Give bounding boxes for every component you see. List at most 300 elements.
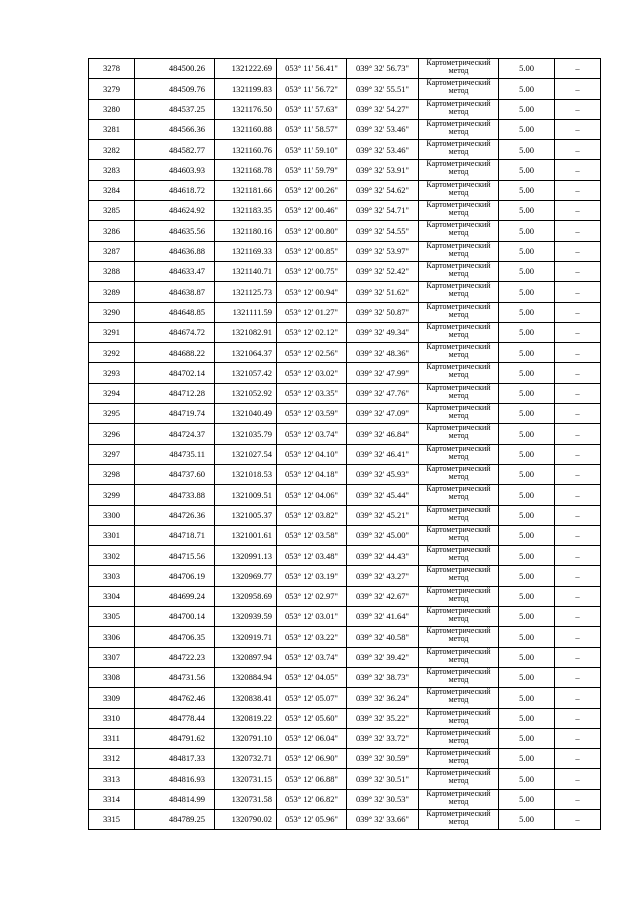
accuracy-cell: 5.00	[499, 140, 555, 160]
method-label-line1: Картометрический	[426, 180, 491, 189]
method-label-line2: метод	[448, 593, 469, 603]
table-row	[89, 79, 601, 99]
y-coordinate-cell: 1320731.58	[215, 789, 277, 809]
note-cell: –	[555, 627, 601, 647]
y-coordinate-cell: 1321199.83	[215, 79, 277, 99]
method-label-line2: метод	[448, 776, 469, 786]
y-coordinate-cell: 1321035.79	[215, 424, 277, 444]
accuracy-cell: 5.00	[499, 749, 555, 769]
method-label-line1: Картометрический	[426, 687, 491, 697]
latitude-cell: 053° 12' 05.07"	[277, 688, 347, 708]
table-row	[89, 221, 601, 241]
table-row	[89, 505, 601, 525]
longitude-cell: 039° 32' 35.22"	[347, 708, 419, 728]
accuracy-cell: 5.00	[499, 688, 555, 708]
x-coordinate-cell: 484712.28	[135, 383, 215, 403]
x-coordinate-cell: 484814.99	[135, 789, 215, 809]
x-coordinate-cell: 484731.56	[135, 667, 215, 687]
x-coordinate-cell: 484706.35	[135, 627, 215, 647]
x-coordinate-cell: 484735.11	[135, 444, 215, 464]
method-cell	[419, 343, 499, 363]
note-cell: –	[555, 647, 601, 667]
point-number-cell: 3294	[89, 383, 135, 403]
y-coordinate-cell: 1320939.59	[215, 607, 277, 627]
longitude-cell: 039° 32' 47.76"	[347, 383, 419, 403]
latitude-cell: 053° 12' 04.06"	[277, 485, 347, 505]
table-row	[89, 688, 601, 708]
y-coordinate-cell: 1321168.78	[215, 160, 277, 180]
note-cell: –	[555, 546, 601, 566]
method-label-line2: метод	[448, 573, 469, 583]
method-label-line1: Картометрический	[426, 58, 491, 67]
table-row	[89, 708, 601, 728]
latitude-cell: 053° 12' 03.01"	[277, 607, 347, 627]
latitude-cell: 053° 12' 02.97"	[277, 586, 347, 606]
longitude-cell: 039° 32' 48.36"	[347, 343, 419, 363]
x-coordinate-cell: 484603.93	[135, 160, 215, 180]
method-label-line1: Картометрический	[426, 789, 491, 798]
method-label-line2: метод	[448, 167, 469, 177]
longitude-cell: 039° 32' 55.51"	[347, 79, 419, 99]
note-cell: –	[555, 789, 601, 809]
method-label-line1: Картометрический	[426, 322, 491, 331]
point-number-cell: 3314	[89, 789, 135, 809]
point-number-cell: 3315	[89, 809, 135, 829]
method-cell	[419, 566, 499, 586]
note-cell: –	[555, 221, 601, 241]
method-cell	[419, 667, 499, 687]
method-cell	[419, 241, 499, 261]
note-cell: –	[555, 343, 601, 363]
method-label-line2: метод	[448, 451, 469, 461]
accuracy-cell: 5.00	[499, 99, 555, 119]
method-label-line2: метод	[448, 126, 469, 136]
note-cell: –	[555, 485, 601, 505]
point-number-cell: 3301	[89, 525, 135, 545]
method-label-line2: метод	[448, 614, 469, 624]
table-row	[89, 667, 601, 687]
note-cell: –	[555, 464, 601, 484]
method-label-line1: Картометрический	[426, 444, 491, 453]
table-row	[89, 769, 601, 789]
accuracy-cell: 5.00	[499, 343, 555, 363]
table-row	[89, 586, 601, 606]
longitude-cell: 039° 32' 30.51"	[347, 769, 419, 789]
latitude-cell: 053° 12' 00.94"	[277, 282, 347, 302]
note-cell: –	[555, 363, 601, 383]
method-cell	[419, 302, 499, 322]
method-label-line2: метод	[448, 106, 469, 116]
method-label-line1: Картометрический	[426, 525, 491, 534]
method-cell	[419, 627, 499, 647]
point-number-cell: 3313	[89, 769, 135, 789]
method-label-line1: Картометрический	[426, 423, 491, 433]
table-row	[89, 647, 601, 667]
longitude-cell: 039° 32' 54.55"	[347, 221, 419, 241]
accuracy-cell: 5.00	[499, 769, 555, 789]
method-label-line2: метод	[448, 187, 469, 197]
latitude-cell: 053° 12' 00.80"	[277, 221, 347, 241]
method-label-line1: Картометрический	[426, 383, 491, 392]
latitude-cell: 053° 12' 03.74"	[277, 647, 347, 667]
point-number-cell: 3310	[89, 708, 135, 728]
method-label-line2: метод	[448, 329, 469, 339]
latitude-cell: 053° 12' 03.58"	[277, 525, 347, 545]
longitude-cell: 039° 32' 50.87"	[347, 302, 419, 322]
y-coordinate-cell: 1320732.71	[215, 749, 277, 769]
table-row	[89, 119, 601, 139]
x-coordinate-cell: 484816.93	[135, 769, 215, 789]
latitude-cell: 053° 12' 04.05"	[277, 667, 347, 687]
point-number-cell: 3296	[89, 424, 135, 444]
x-coordinate-cell: 484636.88	[135, 241, 215, 261]
note-cell: –	[555, 708, 601, 728]
longitude-cell: 039° 32' 47.99"	[347, 363, 419, 383]
note-cell: –	[555, 99, 601, 119]
method-label-line2: метод	[448, 248, 469, 258]
method-cell	[419, 282, 499, 302]
y-coordinate-cell: 1320897.94	[215, 647, 277, 667]
note-cell: –	[555, 607, 601, 627]
accuracy-cell: 5.00	[499, 221, 555, 241]
x-coordinate-cell: 484509.76	[135, 79, 215, 99]
y-coordinate-cell: 1320958.69	[215, 586, 277, 606]
x-coordinate-cell: 484618.72	[135, 180, 215, 200]
x-coordinate-cell: 484500.26	[135, 59, 215, 79]
point-number-cell: 3302	[89, 546, 135, 566]
latitude-cell: 053° 12' 05.96"	[277, 809, 347, 829]
point-number-cell: 3287	[89, 241, 135, 261]
table-row	[89, 343, 601, 363]
table-row	[89, 322, 601, 342]
y-coordinate-cell: 1321005.37	[215, 505, 277, 525]
table-row	[89, 424, 601, 444]
longitude-cell: 039° 32' 54.71"	[347, 201, 419, 221]
y-coordinate-cell: 1321040.49	[215, 404, 277, 424]
method-label-line1: Картометрический	[426, 119, 491, 128]
accuracy-cell: 5.00	[499, 789, 555, 809]
point-number-cell: 3309	[89, 688, 135, 708]
latitude-cell: 053° 11' 57.63"	[277, 99, 347, 119]
method-label-line1: Картометрический	[426, 565, 491, 575]
accuracy-cell: 5.00	[499, 383, 555, 403]
method-cell	[419, 79, 499, 99]
accuracy-cell: 5.00	[499, 201, 555, 221]
latitude-cell: 053° 11' 59.79"	[277, 160, 347, 180]
y-coordinate-cell: 1320969.77	[215, 566, 277, 586]
table-row	[89, 789, 601, 809]
y-coordinate-cell: 1321160.76	[215, 140, 277, 160]
point-number-cell: 3304	[89, 586, 135, 606]
longitude-cell: 039° 32' 45.93"	[347, 464, 419, 484]
method-label-line2: метод	[448, 796, 469, 806]
method-cell	[419, 586, 499, 606]
accuracy-cell: 5.00	[499, 302, 555, 322]
x-coordinate-cell: 484778.44	[135, 708, 215, 728]
method-label-line2: метод	[448, 553, 469, 563]
x-coordinate-cell: 484706.19	[135, 566, 215, 586]
method-label-line2: метод	[448, 66, 469, 75]
longitude-cell: 039° 32' 30.59"	[347, 749, 419, 769]
method-label-line2: метод	[448, 208, 469, 218]
table-row	[89, 809, 601, 829]
x-coordinate-cell: 484715.56	[135, 546, 215, 566]
method-label-line1: Картометрический	[426, 728, 491, 737]
method-label-line1: Картометрический	[426, 99, 491, 108]
y-coordinate-cell: 1320991.13	[215, 546, 277, 566]
method-label-line1: Картометрический	[426, 484, 491, 494]
x-coordinate-cell: 484648.85	[135, 302, 215, 322]
latitude-cell: 053° 11' 59.10"	[277, 140, 347, 160]
accuracy-cell: 5.00	[499, 627, 555, 647]
accuracy-cell: 5.00	[499, 525, 555, 545]
note-cell: –	[555, 769, 601, 789]
table-row	[89, 404, 601, 424]
longitude-cell: 039° 32' 40.58"	[347, 627, 419, 647]
latitude-cell: 053° 11' 56.41"	[277, 59, 347, 79]
x-coordinate-cell: 484719.74	[135, 404, 215, 424]
note-cell: –	[555, 140, 601, 160]
x-coordinate-cell: 484699.24	[135, 586, 215, 606]
longitude-cell: 039° 32' 53.46"	[347, 140, 419, 160]
note-cell: –	[555, 566, 601, 586]
method-cell	[419, 708, 499, 728]
y-coordinate-cell: 1321183.35	[215, 201, 277, 221]
accuracy-cell: 5.00	[499, 180, 555, 200]
method-label-line2: метод	[448, 715, 469, 725]
point-number-cell: 3292	[89, 343, 135, 363]
point-number-cell: 3279	[89, 79, 135, 99]
accuracy-cell: 5.00	[499, 505, 555, 525]
longitude-cell: 039° 32' 39.42"	[347, 647, 419, 667]
table-row	[89, 464, 601, 484]
point-number-cell: 3295	[89, 404, 135, 424]
latitude-cell: 053° 12' 03.35"	[277, 383, 347, 403]
point-number-cell: 3282	[89, 140, 135, 160]
point-number-cell: 3291	[89, 322, 135, 342]
accuracy-cell: 5.00	[499, 119, 555, 139]
y-coordinate-cell: 1321057.42	[215, 363, 277, 383]
table-row	[89, 728, 601, 748]
note-cell: –	[555, 261, 601, 281]
accuracy-cell: 5.00	[499, 809, 555, 829]
latitude-cell: 053° 12' 00.75"	[277, 261, 347, 281]
table-row	[89, 607, 601, 627]
point-number-cell: 3285	[89, 201, 135, 221]
table-row	[89, 485, 601, 505]
method-label-line1: Картометрический	[426, 505, 491, 514]
method-label-line1: Картометрический	[426, 241, 491, 250]
note-cell: –	[555, 586, 601, 606]
point-number-cell: 3307	[89, 647, 135, 667]
y-coordinate-cell: 1320790.02	[215, 809, 277, 829]
longitude-cell: 039° 32' 38.73"	[347, 667, 419, 687]
method-cell	[419, 505, 499, 525]
y-coordinate-cell: 1321009.51	[215, 485, 277, 505]
x-coordinate-cell: 484733.88	[135, 485, 215, 505]
latitude-cell: 053° 12' 06.04"	[277, 728, 347, 748]
method-cell	[419, 809, 499, 829]
point-number-cell: 3286	[89, 221, 135, 241]
x-coordinate-cell: 484537.25	[135, 99, 215, 119]
method-cell	[419, 180, 499, 200]
method-cell	[419, 383, 499, 403]
latitude-cell: 053° 12' 00.85"	[277, 241, 347, 261]
method-label-line1: Картометрический	[426, 302, 491, 311]
method-label-line2: метод	[448, 532, 469, 542]
note-cell: –	[555, 79, 601, 99]
y-coordinate-cell: 1321125.73	[215, 282, 277, 302]
method-label-line1: Картометрический	[426, 667, 491, 676]
method-label-line2: метод	[448, 735, 469, 745]
method-cell	[419, 201, 499, 221]
table-row	[89, 302, 601, 322]
x-coordinate-cell: 484791.62	[135, 728, 215, 748]
method-cell	[419, 749, 499, 769]
accuracy-cell: 5.00	[499, 322, 555, 342]
method-label-line2: метод	[448, 816, 469, 826]
accuracy-cell: 5.00	[499, 160, 555, 180]
method-label-line2: метод	[448, 695, 469, 705]
longitude-cell: 039° 32' 45.21"	[347, 505, 419, 525]
method-label-line1: Картометрический	[426, 342, 491, 352]
longitude-cell: 039° 32' 56.73"	[347, 59, 419, 79]
point-number-cell: 3293	[89, 363, 135, 383]
method-label-line2: метод	[448, 431, 469, 441]
method-cell	[419, 59, 499, 79]
table-row	[89, 566, 601, 586]
y-coordinate-cell: 1320919.71	[215, 627, 277, 647]
latitude-cell: 053° 12' 06.88"	[277, 769, 347, 789]
method-label-line2: метод	[448, 350, 469, 360]
x-coordinate-cell: 484702.14	[135, 363, 215, 383]
note-cell: –	[555, 322, 601, 342]
accuracy-cell: 5.00	[499, 566, 555, 586]
method-label-line2: метод	[448, 147, 469, 157]
accuracy-cell: 5.00	[499, 59, 555, 79]
y-coordinate-cell: 1321082.91	[215, 322, 277, 342]
y-coordinate-cell: 1321027.54	[215, 444, 277, 464]
method-label-line2: метод	[448, 756, 469, 766]
method-cell	[419, 485, 499, 505]
y-coordinate-cell: 1321001.61	[215, 525, 277, 545]
coordinates-table	[88, 58, 601, 830]
note-cell: –	[555, 59, 601, 79]
table-row	[89, 525, 601, 545]
method-label-line1: Картометрический	[426, 78, 491, 88]
method-label-line2: метод	[448, 228, 469, 238]
method-label-line2: метод	[448, 390, 469, 400]
point-number-cell: 3306	[89, 627, 135, 647]
longitude-cell: 039° 32' 54.27"	[347, 99, 419, 119]
table-row	[89, 241, 601, 261]
x-coordinate-cell: 484674.72	[135, 322, 215, 342]
method-cell	[419, 728, 499, 748]
latitude-cell: 053° 12' 01.27"	[277, 302, 347, 322]
latitude-cell: 053° 12' 00.26"	[277, 180, 347, 200]
accuracy-cell: 5.00	[499, 546, 555, 566]
accuracy-cell: 5.00	[499, 241, 555, 261]
longitude-cell: 039° 32' 36.24"	[347, 688, 419, 708]
method-label-line2: метод	[448, 86, 469, 96]
x-coordinate-cell: 484724.37	[135, 424, 215, 444]
longitude-cell: 039° 32' 54.62"	[347, 180, 419, 200]
method-label-line1: Картометрический	[426, 403, 491, 413]
note-cell: –	[555, 424, 601, 444]
point-number-cell: 3290	[89, 302, 135, 322]
latitude-cell: 053° 12' 03.19"	[277, 566, 347, 586]
longitude-cell: 039° 32' 45.44"	[347, 485, 419, 505]
x-coordinate-cell: 484737.60	[135, 464, 215, 484]
note-cell: –	[555, 667, 601, 687]
y-coordinate-cell: 1321222.69	[215, 59, 277, 79]
method-cell	[419, 221, 499, 241]
y-coordinate-cell: 1320819.22	[215, 708, 277, 728]
method-label-line2: метод	[448, 309, 469, 319]
method-label-line1: Картометрический	[426, 139, 491, 149]
accuracy-cell: 5.00	[499, 485, 555, 505]
table-row	[89, 180, 601, 200]
point-number-cell: 3303	[89, 566, 135, 586]
x-coordinate-cell: 484635.56	[135, 221, 215, 241]
accuracy-cell: 5.00	[499, 728, 555, 748]
method-cell	[419, 688, 499, 708]
y-coordinate-cell: 1321111.59	[215, 302, 277, 322]
method-label-line2: метод	[448, 674, 469, 684]
point-number-cell: 3289	[89, 282, 135, 302]
method-label-line2: метод	[448, 411, 469, 421]
method-label-line1: Картометрический	[426, 200, 491, 210]
method-cell	[419, 424, 499, 444]
longitude-cell: 039° 32' 47.09"	[347, 404, 419, 424]
longitude-cell: 039° 32' 51.62"	[347, 282, 419, 302]
method-label-line1: Картометрический	[426, 768, 491, 778]
method-label-line1: Картометрический	[426, 586, 491, 595]
y-coordinate-cell: 1321181.66	[215, 180, 277, 200]
method-cell	[419, 261, 499, 281]
point-number-cell: 3297	[89, 444, 135, 464]
method-cell	[419, 769, 499, 789]
note-cell: –	[555, 809, 601, 829]
method-cell	[419, 99, 499, 119]
method-label-line1: Картометрический	[426, 281, 491, 291]
method-cell	[419, 647, 499, 667]
method-label-line1: Картометрический	[426, 809, 491, 818]
method-cell	[419, 444, 499, 464]
method-cell	[419, 789, 499, 809]
latitude-cell: 053° 12' 03.74"	[277, 424, 347, 444]
accuracy-cell: 5.00	[499, 667, 555, 687]
table-row	[89, 383, 601, 403]
method-label-line1: Картометрический	[426, 647, 491, 656]
method-label-line1: Картометрический	[426, 464, 491, 473]
method-label-line1: Картометрический	[426, 545, 491, 555]
note-cell: –	[555, 404, 601, 424]
point-number-cell: 3305	[89, 607, 135, 627]
method-cell	[419, 404, 499, 424]
note-cell: –	[555, 383, 601, 403]
latitude-cell: 053° 11' 56.72"	[277, 79, 347, 99]
latitude-cell: 053° 12' 04.10"	[277, 444, 347, 464]
accuracy-cell: 5.00	[499, 647, 555, 667]
note-cell: –	[555, 444, 601, 464]
table-row	[89, 201, 601, 221]
method-label-line2: метод	[448, 289, 469, 299]
table-row	[89, 140, 601, 160]
x-coordinate-cell: 484789.25	[135, 809, 215, 829]
longitude-cell: 039° 32' 33.66"	[347, 809, 419, 829]
method-label-line1: Картометрический	[426, 159, 491, 169]
